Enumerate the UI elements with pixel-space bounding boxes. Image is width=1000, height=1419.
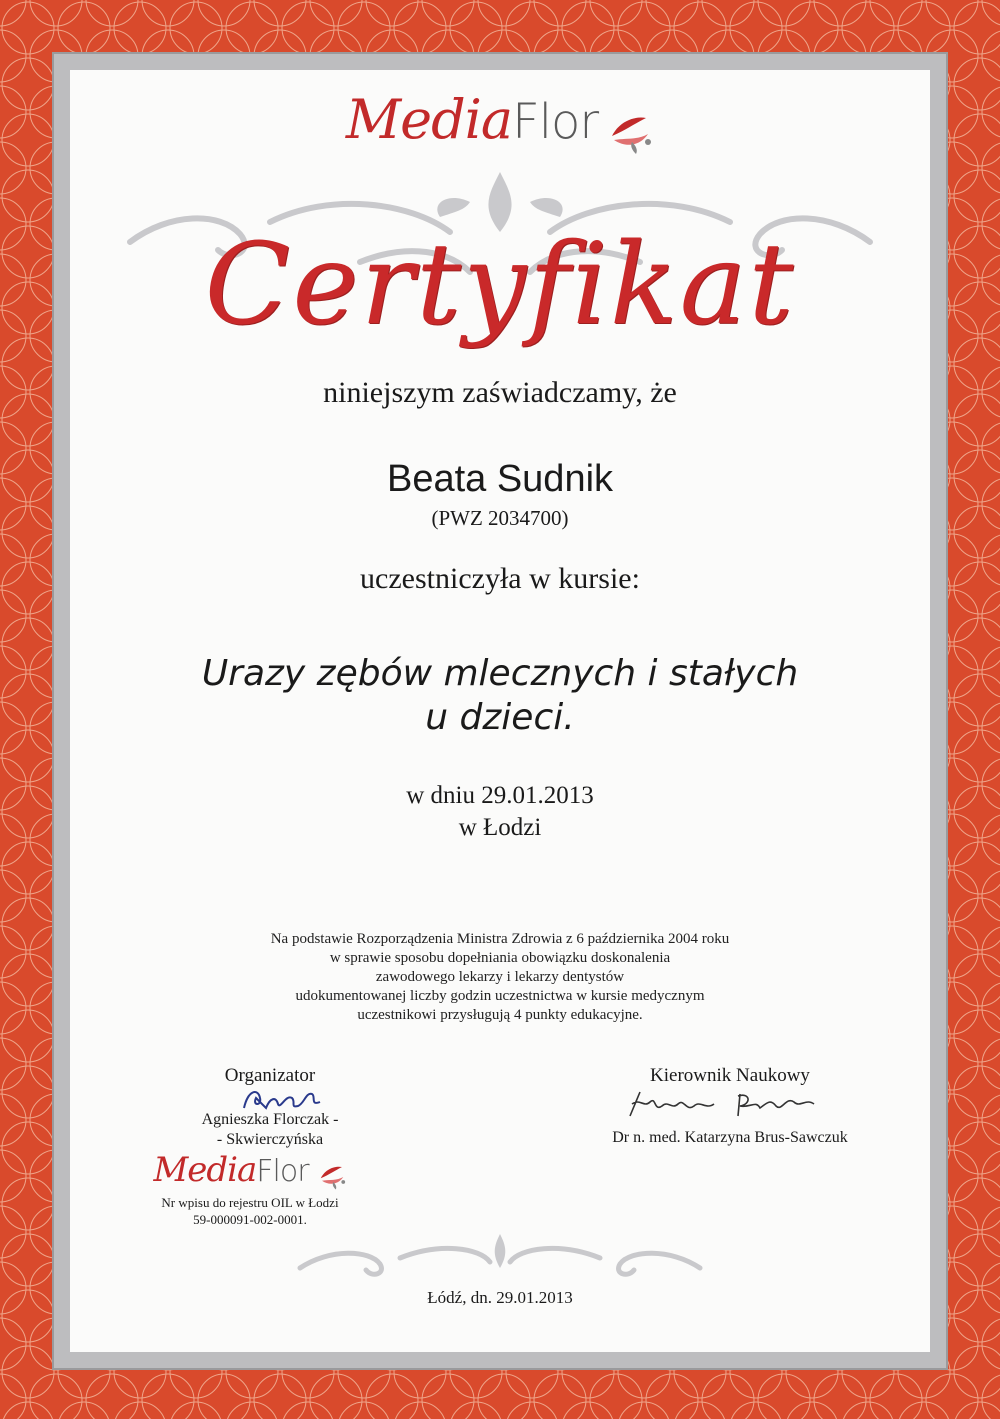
flower-icon xyxy=(606,112,654,156)
mediaflor-small-logo xyxy=(130,1150,370,1191)
mediaflor-logo xyxy=(70,88,930,156)
flower-icon xyxy=(317,1163,347,1191)
event-place: w Łodzi xyxy=(458,814,542,841)
ornament-bottom xyxy=(280,1228,720,1288)
scientific-lead-label: Kierownik Naukowy xyxy=(650,1065,810,1086)
certificate-title: Certyfikat xyxy=(204,220,796,350)
recipient-pwz: (PWZ 2034700) xyxy=(431,506,569,530)
registry-line-2: 59-000091-002-0001. xyxy=(193,1212,307,1227)
legal-notice xyxy=(70,930,930,1025)
intro-text: niniejszym zaświadczamy, że xyxy=(323,376,677,409)
legal-line: udokumentowanej liczby godzin uczestnictwa w kursie medycznym xyxy=(295,988,705,1004)
event-date-place xyxy=(70,780,930,844)
small-logo-text-media: Media xyxy=(153,1150,257,1190)
legal-line: uczestnikowi przysługują 4 punkty edukacyjne. xyxy=(357,1007,643,1023)
certificate-paper xyxy=(70,70,930,1352)
logo-text-media: Media xyxy=(345,88,513,151)
participation-text: uczestniczyła w kursie: xyxy=(360,562,640,595)
legal-line: zawodowego lekarzy i lekarzy dentystów xyxy=(375,969,625,985)
legal-line: Na podstawie Rozporządzenia Ministra Zdrowia z 6 października 2004 roku xyxy=(270,931,730,947)
organizer-signature xyxy=(240,1084,330,1114)
organizer-registry xyxy=(130,1194,370,1228)
organizer-label: Organizator xyxy=(224,1065,316,1086)
scientific-lead-signature xyxy=(610,1086,850,1122)
course-title xyxy=(70,652,930,740)
recipient-name: Beata Sudnik xyxy=(386,458,614,500)
legal-line: w sprawie sposobu dopełniania obowiązku doskonalenia xyxy=(329,950,671,966)
scientific-lead-name: Dr n. med. Katarzyna Brus-Sawczuk xyxy=(612,1129,848,1146)
registry-line-1: Nr wpisu do rejestru OIL w Łodzi xyxy=(161,1195,339,1210)
logo-text-flor: Flor xyxy=(512,94,599,150)
organizer-name-line-2: - Skwierczyńska xyxy=(216,1131,324,1148)
course-title-line-2: u dzieci. xyxy=(425,697,575,738)
organizer-name-line-1: Agnieszka Florczak - xyxy=(201,1111,339,1128)
footer-place-date: Łódź, dn. 29.01.2013 xyxy=(427,1288,573,1307)
course-title-line-1: Urazy zębów mlecznych i stałych xyxy=(201,653,799,694)
organizer-block xyxy=(150,1066,390,1150)
event-date: w dniu 29.01.2013 xyxy=(406,782,594,809)
scientific-lead-block xyxy=(580,1066,880,1148)
small-logo-text-flor: Flor xyxy=(256,1154,309,1189)
